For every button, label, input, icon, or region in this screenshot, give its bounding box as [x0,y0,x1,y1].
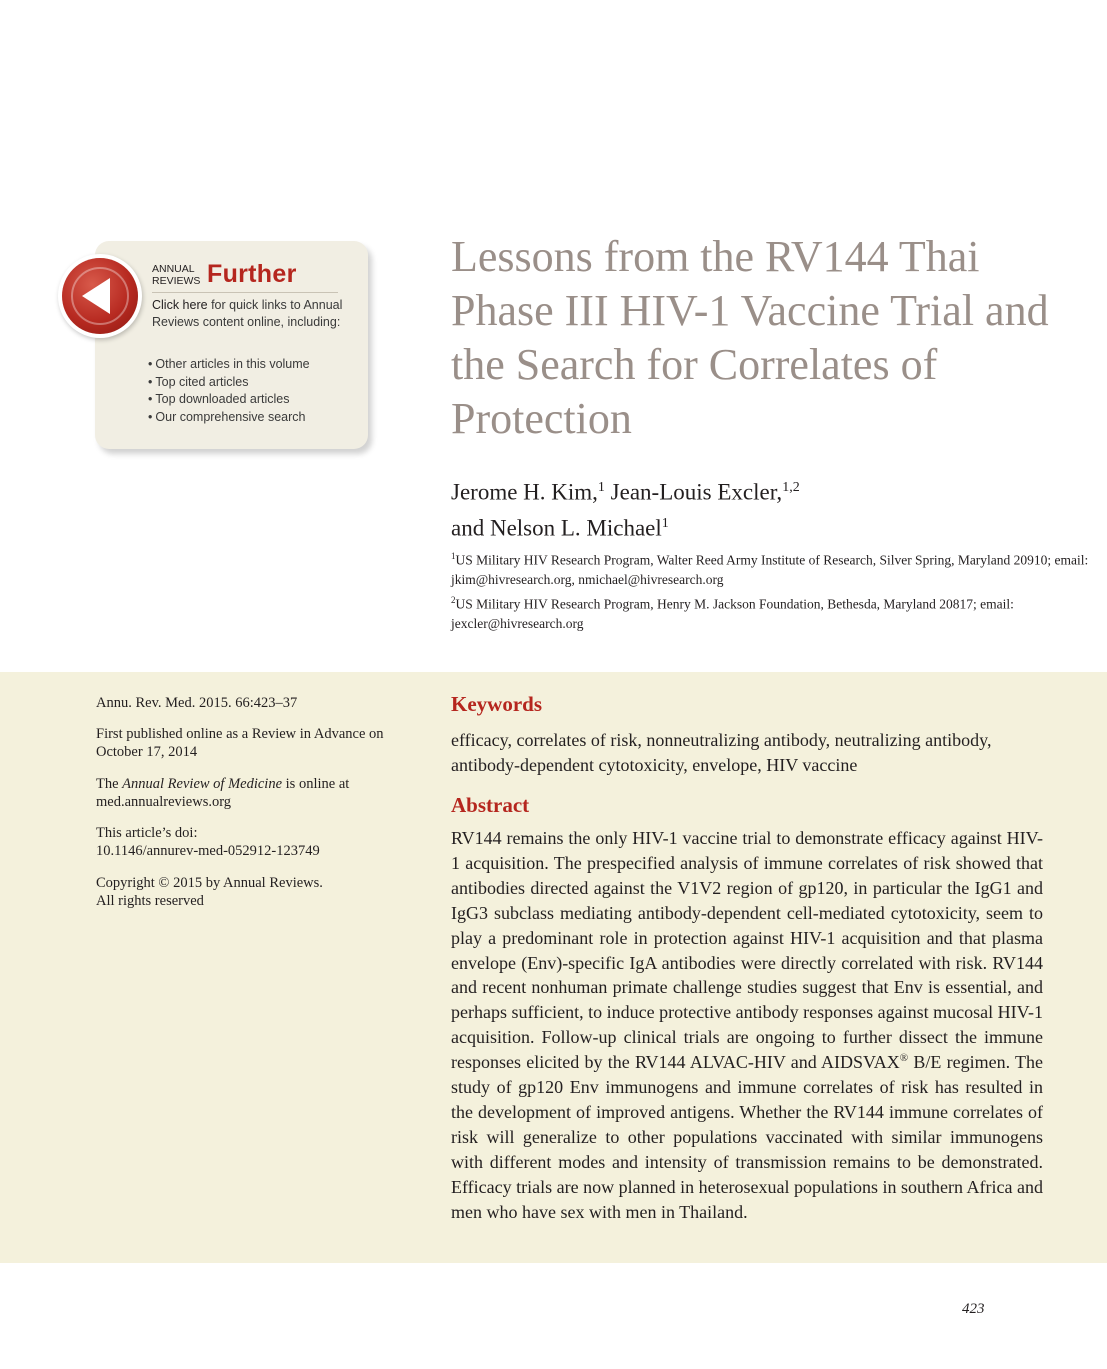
online-info [96,775,416,811]
annual-reviews-logo [152,263,212,287]
link-comprehensive-search[interactable]: • Our comprehensive search [148,409,310,427]
annual-label: ANNUAL [152,263,195,275]
affiliation-2-sup: 2 [451,595,456,605]
further-intro [152,297,352,331]
link-top-downloaded[interactable]: • Top downloaded articles [148,391,310,409]
affiliation-2-text: US Military HIV Research Program, Henry M. Jackson Foundation, Bethesda, Maryland 20817; email: jexcler@hivresearch.org [451,596,1014,631]
affiliation-1-text: US Military HIV Research Program, Walter Reed Army Institute of Research, Silver Spring, Maryland 20910; email: jkim@hivresearch.org, nmichael@hivresearch.org [451,552,1089,587]
author-michael: and Nelson L. Michael [451,515,662,541]
further-play-button[interactable] [62,258,138,334]
copyright-line: Copyright © 2015 by Annual Reviews. [96,875,323,891]
further-brand: Further [207,260,297,288]
page-number: 423 [962,1301,985,1317]
play-arrow-icon [62,258,138,334]
rights-line: All rights reserved [96,893,204,909]
doi-label: This article’s doi: [96,825,198,841]
abstract-heading: Abstract [451,793,530,817]
author-michael-sup: 1 [661,515,669,531]
link-other-articles[interactable]: • Other articles in this volume [148,356,310,374]
doi-value[interactable]: 10.1146/annurev-med-052912-123749 [96,843,320,859]
author-kim-sup: 1 [597,480,605,495]
affiliation-1 [451,547,1091,590]
author-excler-sup: 1,2 [782,480,800,495]
author-kim: Jerome H. Kim, [451,479,598,505]
doi-info [96,824,416,860]
abstract-text [451,826,1043,1225]
further-intro-rest: for quick links to Annual Reviews content online, including: [152,298,343,329]
author-excler: Jean-Louis Excler, [610,479,783,505]
journal-name: Annual Review of Medicine [122,776,283,792]
abstract-text-part2: B/E regimen. The study of gp120 Env immunogens and immune correlates of risk has resulted in the development of improved antigens. Whether the RV144 immune correlates of risk will generalize to other populations vaccinated with similar immunogens with different modes and intensity of transmission remains to be demonstrated. Efficacy trials are now planned in heterosexual populations in southern Africa and men who have sex with men in Thailand. [451,1052,1043,1222]
copyright [96,874,416,910]
keywords-heading: Keywords [451,692,542,716]
online-prefix: The [96,776,119,792]
affiliation-2 [451,591,1091,634]
affiliation-1-sup: 1 [451,551,456,561]
abstract-text-part1: RV144 remains the only HIV-1 vaccine trial to demonstrate efficacy against HIV-1 acquisition. The prespecified analysis of immune correlates of risk showed that antibodies directed against the V1V2 region of gp120, in particular the IgG1 and IgG3 subclass mediating antibody-dependent cell-mediated cytotoxicity, seem to play a predominant role in protection against HIV-1 acquisition and that plasma envelope (Env)-specific IgA antibodies were directly correlated with risk. RV144 and recent nonhuman primate challenge studies suggest that Env is essential, and perhaps sufficient, to induce protective antibody responses against mucosal HIV-1 acquisition. Follow-up clinical trials are ongoing to further dissect the immune responses elicited by the RV144 ALVAC-HIV and AIDSVAX [451,828,1043,1073]
further-links-list [148,356,310,426]
online-suffix[interactable]: is online at med.annualreviews.org [96,776,350,810]
article-title: Lessons from the RV144 Thai Phase III HIV-1 Vaccine Trial and the Search for Correlates of Protection [451,232,1049,443]
published-date: First published online as a Review in Advance on October 17, 2014 [96,726,384,760]
author-list [451,472,1071,543]
click-here-link[interactable]: Click here [152,298,208,312]
keywords-text: efficacy, correlates of risk, nonneutralizing antibody, neutralizing antibody, antibody-dependent cytotoxicity, envelope, HIV vaccine [451,730,992,775]
link-top-cited[interactable]: • Top cited articles [148,374,310,392]
reviews-label: REVIEWS [152,275,201,287]
citation: Annu. Rev. Med. 2015. 66:423–37 [96,695,298,711]
further-divider [152,292,338,293]
registered-mark: ® [899,1052,909,1065]
